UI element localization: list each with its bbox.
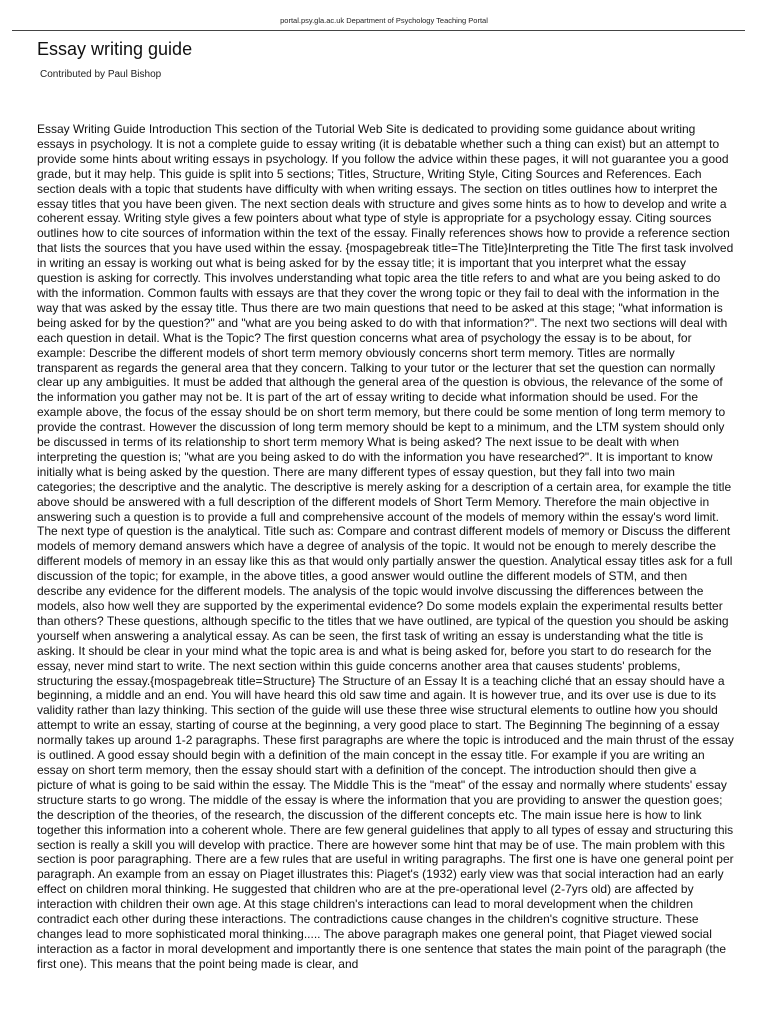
contributor-line: Contributed by Paul Bishop bbox=[40, 69, 162, 80]
portal-header: portal.psy.gla.ac.uk Department of Psychology Teaching Portal bbox=[280, 16, 488, 25]
header-divider bbox=[12, 30, 745, 31]
body-text: Essay Writing Guide Introduction This section of the Tutorial Web Site is dedicated to providing some guidance about writing essays in psychology. It is not a complete guide to essay writing (it is debatable whether such a thing can exist) but an attempt to provide some hints about writing essays in psychology. If you follow the advice within these pages, it will not guarantee you a good grade, but it may help. This guide is split into 5 sections; Titles, Structure, Writing Style, Citing Sources and References. Each section deals with a topic that students have difficulty with when writing essays. The section on titles outlines how to interpret the essay titles that you have been given. The next section deals with structure and gives some hints as to how to develop and write a coherent essay. Writing style gives a few pointers about what type of style is appropriate for a psychology essay. Citing sources outlines how to cite sources of information within the text of the essay. Finally references shows how to provide a reference section that lists the sources that you have used within the essay. {mospagebreak title=The Title}Interpreting the Title The first task involved in writing an essay is working out what is being asked for by the essay title; it is important that you interpret what the essay question is asking for correctly. This involves understanding what topic area the title refers to and what are you being asked to do with the information. Common faults with essays are that they cover the wrong topic or they fail to deal with the information in the way that was asked by the essay title. Thus there are two main questions that need to be asked at this stage; "what information is being asked for by the question?" and "what are you being asked to do with that information?". The next two sections will deal with each question in detail. What is the Topic? The first question concerns what area of psychology the essay is to be about, for example: Describe the different models of short term memory obviously concerns short term memory. Titles are normally transparent as regards the general area that they concern. Talking to your tutor or the lecturer that set the question can normally clear up any ambiguities. It must be added that although the general area of the question is obvious, the relevance of the some of the information you gather may not be. It is part of the art of essay writing to decide what information should be used. For the example above, the focus of the essay should be on short term memory, but there could be some mention of long term memory to provide the contrast. However the discussion of long term memory should be kept to a minimum, and the LTM system should only be discussed in terms of its relationship to short term memory What is being asked? The next issue to be dealt with when interpreting the question is; "what are you being asked to do with the information you have researched?". It is important to know initially what is being asked by the question. There are many different types of essay question, but they fall into two main categories; the descriptive and the analytic. The descriptive is merely asking for a description of a certain area, for example the title above should be answered with a full description of the different models of Short Term Memory. Therefore the main objective in answering such a question is to provide a full and comprehensive account of the models of memory within the essay's word limit. The next type of question is the analytical. Title such as: Compare and contrast different models of memory or Discuss the different models of memory demand answers which have a degree of analysis of the topic. It would not be enough to merely describe the different models of memory in an essay like this as that would only partially answer the question. Analytical essay titles ask for a full discussion of the topic; for example, in the above titles, a good answer would outline the different models of STM, and then describe any evidence for the different models. The analysis of the topic would involve discussing the differences between the models, also how well they are supported by the experimental evidence? Do some models explain the experimental results better than others? These questions, although specific to the titles that we have outlined, are typical of the question you should be asking yourself when answering a analytical essay. As can be seen, the first task of writing an essay is understanding what the title is asking. It should be clear in your mind what the topic area is and what is being asked for, before you start to do research for the essay, never mind start to write. The next section within this guide concerns another area that causes students' problems, structuring the essay.{mospagebreak title=Structure} The Structure of an Essay It is a teaching cliché that an essay should have a beginning, a middle and an end. You will have heard this old saw time and again. It is however true, and its over use is due to its validity rather than lazy thinking. This section of the guide will use these three wise structural elements to outline how you should attempt to write an essay, starting of course at the beginning, a very good place to start. The Beginning The beginning of a essay normally takes up around 1-2 paragraphs. These first paragraphs are where the topic is introduced and the main thrust of the essay is outlined. A good essay should begin with a definition of the main concept in the essay title. For example if you are writing an essay on short term memory, then the essay should start with a definition of the concept. The introduction should then give a picture of what is going to be said within the essay. The Middle This is the "meat" of the essay and normally where students' essay structure starts to go wrong. The middle of the essay is where the information that you are providing to answer the question goes; the description of the theories, of the research, the discussion of the different concepts etc. The main issue here is how to link together this information into a coherent whole. There are few general guidelines that apply to all types of essay and structuring this section is really a skill you will develop with practice. There are however some hint that may be of use. The main problem with this section is poor paragraphing. There are a few rules that are useful in writing paragraphs. The first one is have one general point per paragraph. An example from an essay on Piaget illustrates this: Piaget's (1932) early view was that social interaction had an early effect on children moral thinking. He suggested that children who are at the pre-operational level (2-7yrs old) are affected by interaction with children their own age. At this stage children's interactions can lead to moral development when the children contradict each other during these interactions. The contradictions cause changes in the children's cognitive structure. These changes lead to more sophisticated moral thinking..... The above paragraph makes one general point, that Piaget viewed social interaction as a factor in moral development and importantly there is one sentence that states the main point of the paragraph (the first one). This means that the point being made is clear, and bbox=[37, 122, 734, 971]
page-title: Essay writing guide bbox=[37, 39, 193, 59]
